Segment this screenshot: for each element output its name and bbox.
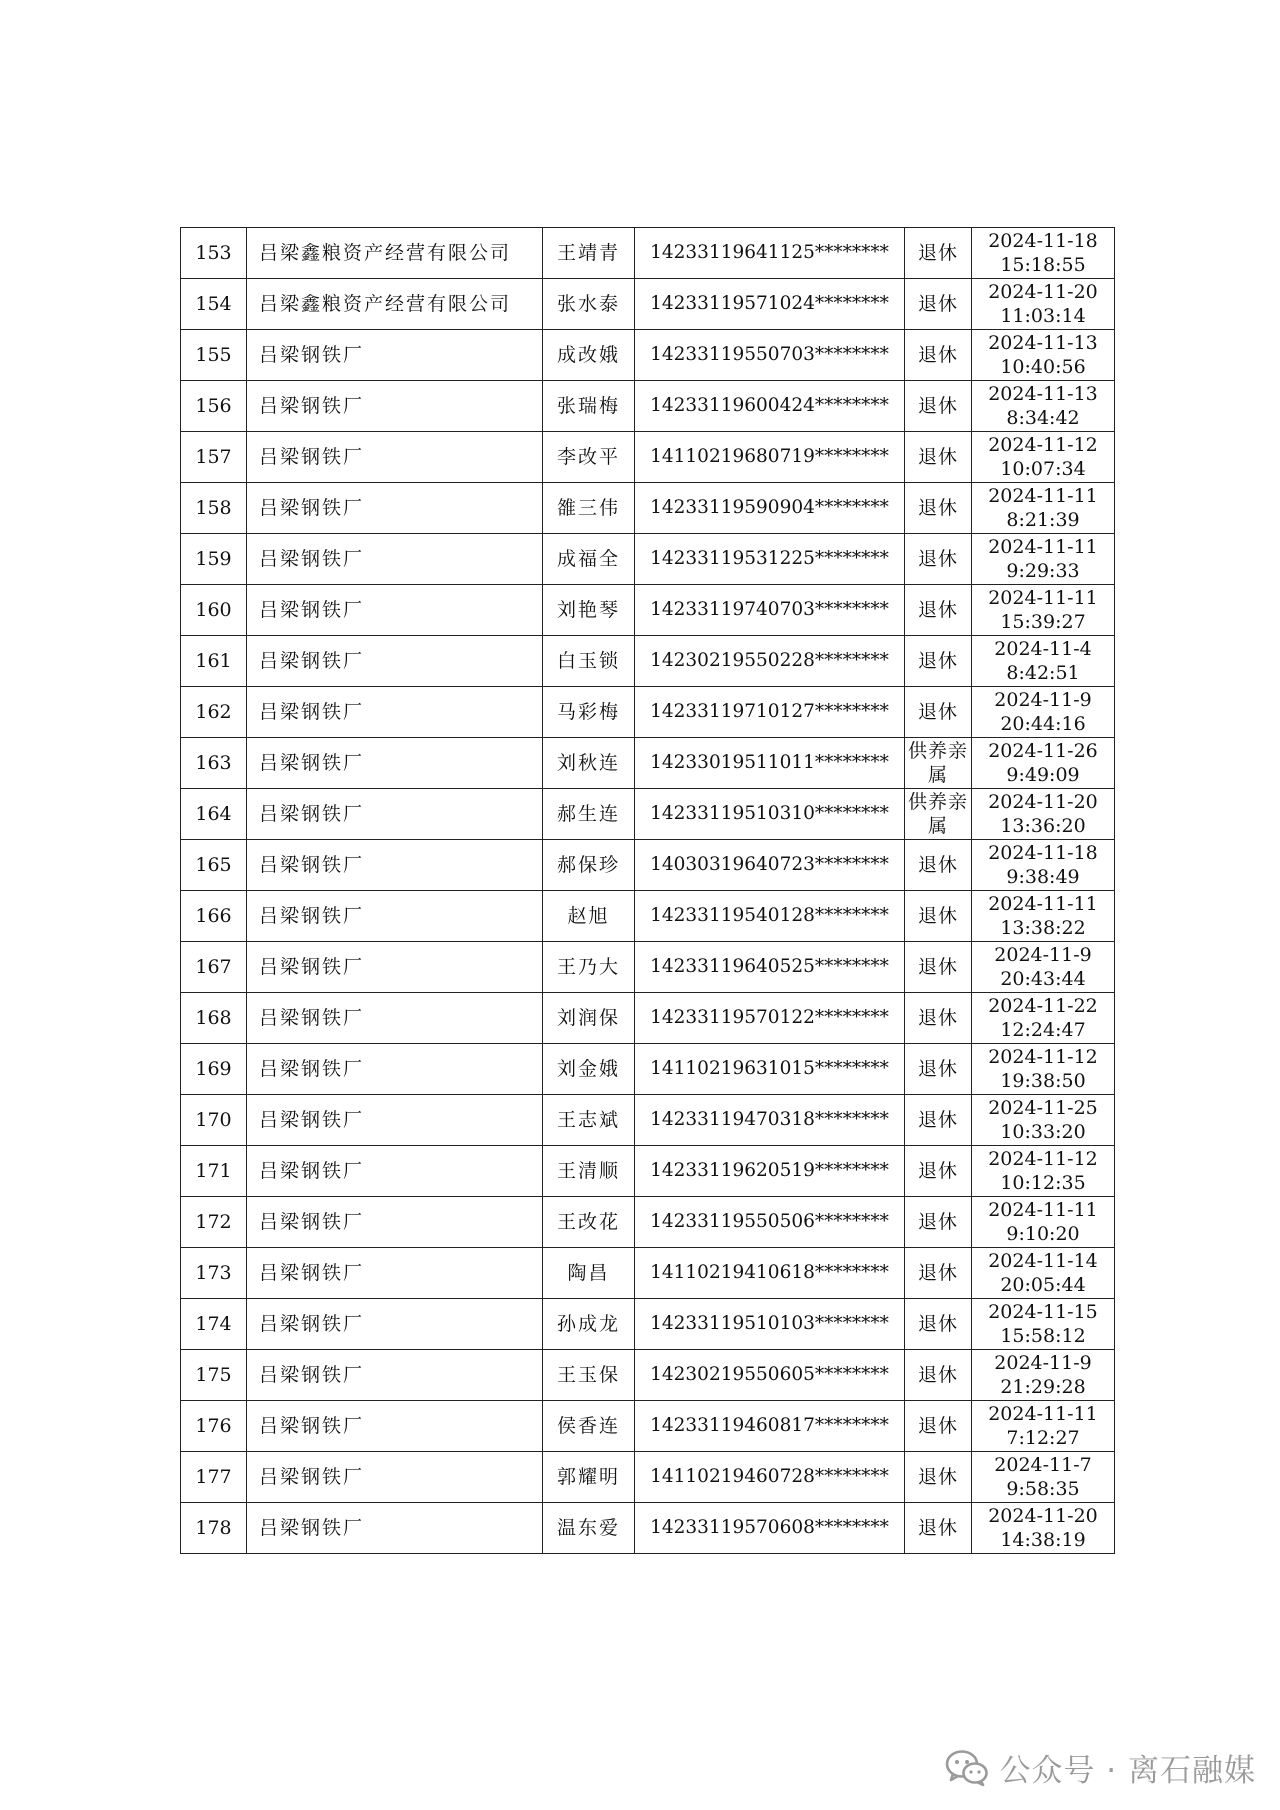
company-cell: 吕梁钢铁厂	[247, 840, 543, 891]
company-cell: 吕梁钢铁厂	[247, 1146, 543, 1197]
company-cell: 吕梁钢铁厂	[247, 993, 543, 1044]
table-row	[181, 381, 1115, 432]
timestamp-date: 2024-11-18	[988, 842, 1098, 864]
timestamp-time: 15:18:55	[1000, 254, 1086, 276]
company-cell: 吕梁钢铁厂	[247, 1095, 543, 1146]
row-index-cell: 160	[181, 585, 247, 636]
status-cell: 退休	[905, 687, 972, 738]
status-cell: 退休	[905, 1299, 972, 1350]
timestamp-cell	[972, 942, 1115, 993]
company-cell: 吕梁钢铁厂	[247, 483, 543, 534]
row-index-cell: 171	[181, 1146, 247, 1197]
timestamp-cell	[972, 381, 1115, 432]
timestamp-time: 9:29:33	[1006, 560, 1080, 582]
row-index-cell: 163	[181, 738, 247, 789]
status-cell: 供养亲属	[905, 789, 972, 840]
id-number-cell: 14233119570608********	[635, 1503, 905, 1554]
table-row	[181, 483, 1115, 534]
timestamp-time: 8:42:51	[1006, 662, 1080, 684]
table-row	[181, 942, 1115, 993]
company-cell: 吕梁钢铁厂	[247, 1299, 543, 1350]
company-cell: 吕梁钢铁厂	[247, 1197, 543, 1248]
company-cell: 吕梁钢铁厂	[247, 1401, 543, 1452]
timestamp-cell	[972, 636, 1115, 687]
name-cell: 白玉锁	[543, 636, 635, 687]
name-cell: 郭耀明	[543, 1452, 635, 1503]
table-row	[181, 993, 1115, 1044]
company-cell: 吕梁钢铁厂	[247, 1350, 543, 1401]
timestamp-time: 9:58:35	[1006, 1478, 1080, 1500]
name-cell: 李改平	[543, 432, 635, 483]
timestamp-time: 8:21:39	[1006, 509, 1080, 531]
timestamp-date: 2024-11-12	[988, 1046, 1098, 1068]
company-cell: 吕梁钢铁厂	[247, 1503, 543, 1554]
timestamp-time: 15:39:27	[1000, 611, 1086, 633]
name-cell: 刘艳琴	[543, 585, 635, 636]
table-row	[181, 636, 1115, 687]
row-index-cell: 157	[181, 432, 247, 483]
company-cell: 吕梁钢铁厂	[247, 789, 543, 840]
row-index-cell: 175	[181, 1350, 247, 1401]
company-cell: 吕梁钢铁厂	[247, 738, 543, 789]
id-number-cell: 14233119710127********	[635, 687, 905, 738]
company-cell: 吕梁钢铁厂	[247, 891, 543, 942]
name-cell: 王志斌	[543, 1095, 635, 1146]
id-number-cell: 14230219550228********	[635, 636, 905, 687]
timestamp-cell	[972, 993, 1115, 1044]
name-cell: 陶昌	[543, 1248, 635, 1299]
timestamp-date: 2024-11-20	[988, 1505, 1098, 1527]
company-cell: 吕梁钢铁厂	[247, 330, 543, 381]
timestamp-date: 2024-11-9	[994, 1352, 1092, 1374]
id-number-cell: 14233119590904********	[635, 483, 905, 534]
timestamp-cell	[972, 1503, 1115, 1554]
table-row	[181, 1452, 1115, 1503]
table-row	[181, 585, 1115, 636]
watermark-text: 公众号 · 离石融媒	[999, 1753, 1256, 1789]
timestamp-time: 10:33:20	[1000, 1121, 1086, 1143]
timestamp-date: 2024-11-25	[988, 1097, 1098, 1119]
timestamp-time: 8:34:42	[1006, 407, 1080, 429]
timestamp-date: 2024-11-12	[988, 434, 1098, 456]
timestamp-date: 2024-11-11	[988, 587, 1098, 609]
id-number-cell: 14233119540128********	[635, 891, 905, 942]
timestamp-date: 2024-11-9	[994, 944, 1092, 966]
timestamp-cell	[972, 789, 1115, 840]
timestamp-time: 10:40:56	[1000, 356, 1086, 378]
table-row	[181, 330, 1115, 381]
id-number-cell: 14110219680719********	[635, 432, 905, 483]
row-index-cell: 177	[181, 1452, 247, 1503]
company-cell: 吕梁钢铁厂	[247, 381, 543, 432]
table-row	[181, 738, 1115, 789]
status-cell: 退休	[905, 1095, 972, 1146]
timestamp-time: 9:10:20	[1006, 1223, 1080, 1245]
timestamp-date: 2024-11-12	[988, 1148, 1098, 1170]
timestamp-time: 10:12:35	[1000, 1172, 1086, 1194]
name-cell: 王玉保	[543, 1350, 635, 1401]
table-row	[181, 1401, 1115, 1452]
table-row	[181, 1350, 1115, 1401]
table-row	[181, 228, 1115, 279]
row-index-cell: 161	[181, 636, 247, 687]
id-number-cell: 14233119470318********	[635, 1095, 905, 1146]
name-cell: 王靖青	[543, 228, 635, 279]
company-cell: 吕梁钢铁厂	[247, 1044, 543, 1095]
company-cell: 吕梁钢铁厂	[247, 432, 543, 483]
timestamp-cell	[972, 840, 1115, 891]
name-cell: 郝生连	[543, 789, 635, 840]
timestamp-time: 13:36:20	[1000, 815, 1086, 837]
id-number-cell: 14110219631015********	[635, 1044, 905, 1095]
name-cell: 赵旭	[543, 891, 635, 942]
name-cell: 刘润保	[543, 993, 635, 1044]
status-cell: 退休	[905, 1146, 972, 1197]
timestamp-time: 11:03:14	[1000, 305, 1086, 327]
company-cell: 吕梁鑫粮资产经营有限公司	[247, 279, 543, 330]
timestamp-time: 12:24:47	[1000, 1019, 1086, 1041]
status-cell: 退休	[905, 585, 972, 636]
timestamp-time: 10:07:34	[1000, 458, 1086, 480]
table-row	[181, 789, 1115, 840]
id-number-cell: 14110219460728********	[635, 1452, 905, 1503]
row-index-cell: 178	[181, 1503, 247, 1554]
company-cell: 吕梁钢铁厂	[247, 585, 543, 636]
table-row	[181, 1044, 1115, 1095]
timestamp-date: 2024-11-13	[988, 332, 1098, 354]
id-number-cell: 14233119460817********	[635, 1401, 905, 1452]
timestamp-cell	[972, 1044, 1115, 1095]
id-number-cell: 14233119510103********	[635, 1299, 905, 1350]
table-row	[181, 1095, 1115, 1146]
status-cell: 退休	[905, 1044, 972, 1095]
timestamp-cell	[972, 1095, 1115, 1146]
timestamp-time: 14:38:19	[1000, 1529, 1086, 1551]
status-cell: 退休	[905, 636, 972, 687]
row-index-cell: 165	[181, 840, 247, 891]
name-cell: 成福全	[543, 534, 635, 585]
timestamp-time: 20:43:44	[1000, 968, 1086, 990]
timestamp-date: 2024-11-4	[994, 638, 1092, 660]
company-cell: 吕梁钢铁厂	[247, 1452, 543, 1503]
timestamp-date: 2024-11-13	[988, 383, 1098, 405]
name-cell: 刘秋连	[543, 738, 635, 789]
status-cell: 退休	[905, 1452, 972, 1503]
records-table	[180, 227, 1115, 1554]
name-cell: 成改娥	[543, 330, 635, 381]
status-cell: 供养亲属	[905, 738, 972, 789]
timestamp-cell	[972, 585, 1115, 636]
id-number-cell: 14233119510310********	[635, 789, 905, 840]
name-cell: 马彩梅	[543, 687, 635, 738]
row-index-cell: 162	[181, 687, 247, 738]
id-number-cell: 14233119570122********	[635, 993, 905, 1044]
timestamp-time: 21:29:28	[1000, 1376, 1086, 1398]
name-cell: 侯香连	[543, 1401, 635, 1452]
timestamp-cell	[972, 1146, 1115, 1197]
company-cell: 吕梁钢铁厂	[247, 942, 543, 993]
status-cell: 退休	[905, 534, 972, 585]
row-index-cell: 164	[181, 789, 247, 840]
timestamp-date: 2024-11-7	[994, 1454, 1092, 1476]
timestamp-time: 20:05:44	[1000, 1274, 1086, 1296]
company-cell: 吕梁钢铁厂	[247, 687, 543, 738]
name-cell: 温东爱	[543, 1503, 635, 1554]
status-cell: 退休	[905, 1350, 972, 1401]
timestamp-cell	[972, 1248, 1115, 1299]
records-table-body	[181, 228, 1115, 1554]
status-cell: 退休	[905, 1197, 972, 1248]
timestamp-cell	[972, 534, 1115, 585]
name-cell: 孙成龙	[543, 1299, 635, 1350]
timestamp-date: 2024-11-18	[988, 230, 1098, 252]
row-index-cell: 168	[181, 993, 247, 1044]
status-cell: 退休	[905, 993, 972, 1044]
status-cell: 退休	[905, 1401, 972, 1452]
status-cell: 退休	[905, 840, 972, 891]
id-number-cell: 14233119531225********	[635, 534, 905, 585]
name-cell: 王清顺	[543, 1146, 635, 1197]
table-row	[181, 1248, 1115, 1299]
timestamp-date: 2024-11-22	[988, 995, 1098, 1017]
id-number-cell: 14233119550506********	[635, 1197, 905, 1248]
timestamp-cell	[972, 1299, 1115, 1350]
timestamp-cell	[972, 1401, 1115, 1452]
row-index-cell: 173	[181, 1248, 247, 1299]
id-number-cell: 14233119600424********	[635, 381, 905, 432]
id-number-cell: 14230219550605********	[635, 1350, 905, 1401]
status-cell: 退休	[905, 279, 972, 330]
row-index-cell: 170	[181, 1095, 247, 1146]
row-index-cell: 172	[181, 1197, 247, 1248]
wechat-icon	[945, 1749, 989, 1787]
status-cell: 退休	[905, 381, 972, 432]
timestamp-date: 2024-11-20	[988, 281, 1098, 303]
id-number-cell: 14233119640525********	[635, 942, 905, 993]
status-cell: 退休	[905, 432, 972, 483]
status-cell: 退休	[905, 1503, 972, 1554]
table-row	[181, 687, 1115, 738]
company-cell: 吕梁鑫粮资产经营有限公司	[247, 228, 543, 279]
timestamp-time: 19:38:50	[1000, 1070, 1086, 1092]
name-cell: 郝保珍	[543, 840, 635, 891]
timestamp-date: 2024-11-11	[988, 1199, 1098, 1221]
name-cell: 雒三伟	[543, 483, 635, 534]
timestamp-date: 2024-11-14	[988, 1250, 1098, 1272]
name-cell: 张瑞梅	[543, 381, 635, 432]
timestamp-cell	[972, 483, 1115, 534]
table-row	[181, 891, 1115, 942]
timestamp-time: 9:49:09	[1006, 764, 1080, 786]
timestamp-date: 2024-11-9	[994, 689, 1092, 711]
row-index-cell: 176	[181, 1401, 247, 1452]
name-cell: 王改花	[543, 1197, 635, 1248]
table-row	[181, 1197, 1115, 1248]
id-number-cell: 14233119740703********	[635, 585, 905, 636]
status-cell: 退休	[905, 1248, 972, 1299]
id-number-cell: 14233119550703********	[635, 330, 905, 381]
id-number-cell: 14233119571024********	[635, 279, 905, 330]
row-index-cell: 166	[181, 891, 247, 942]
row-index-cell: 174	[181, 1299, 247, 1350]
id-number-cell: 14233119620519********	[635, 1146, 905, 1197]
company-cell: 吕梁钢铁厂	[247, 534, 543, 585]
company-cell: 吕梁钢铁厂	[247, 1248, 543, 1299]
timestamp-time: 15:58:12	[1000, 1325, 1086, 1347]
timestamp-time: 13:38:22	[1000, 917, 1086, 939]
timestamp-cell	[972, 228, 1115, 279]
timestamp-date: 2024-11-11	[988, 536, 1098, 558]
timestamp-date: 2024-11-11	[988, 893, 1098, 915]
timestamp-cell	[972, 1350, 1115, 1401]
status-cell: 退休	[905, 228, 972, 279]
timestamp-cell	[972, 279, 1115, 330]
row-index-cell: 155	[181, 330, 247, 381]
name-cell: 王乃大	[543, 942, 635, 993]
id-number-cell: 14030319640723********	[635, 840, 905, 891]
company-cell: 吕梁钢铁厂	[247, 636, 543, 687]
id-number-cell: 14233019511011********	[635, 738, 905, 789]
row-index-cell: 156	[181, 381, 247, 432]
table-row	[181, 840, 1115, 891]
timestamp-time: 7:12:27	[1006, 1427, 1080, 1449]
name-cell: 刘金娥	[543, 1044, 635, 1095]
timestamp-time: 20:44:16	[1000, 713, 1086, 735]
timestamp-cell	[972, 1452, 1115, 1503]
table-row	[181, 1299, 1115, 1350]
status-cell: 退休	[905, 483, 972, 534]
table-row	[181, 1146, 1115, 1197]
id-number-cell: 14233119641125********	[635, 228, 905, 279]
timestamp-cell	[972, 687, 1115, 738]
row-index-cell: 167	[181, 942, 247, 993]
row-index-cell: 153	[181, 228, 247, 279]
name-cell: 张水泰	[543, 279, 635, 330]
row-index-cell: 159	[181, 534, 247, 585]
watermark	[945, 1745, 1256, 1790]
timestamp-time: 9:38:49	[1006, 866, 1080, 888]
timestamp-date: 2024-11-15	[988, 1301, 1098, 1323]
timestamp-cell	[972, 432, 1115, 483]
status-cell: 退休	[905, 330, 972, 381]
timestamp-date: 2024-11-26	[988, 740, 1098, 762]
row-index-cell: 154	[181, 279, 247, 330]
id-number-cell: 14110219410618********	[635, 1248, 905, 1299]
row-index-cell: 169	[181, 1044, 247, 1095]
timestamp-cell	[972, 891, 1115, 942]
table-row	[181, 279, 1115, 330]
timestamp-date: 2024-11-11	[988, 1403, 1098, 1425]
status-cell: 退休	[905, 942, 972, 993]
table-row	[181, 432, 1115, 483]
table-row	[181, 1503, 1115, 1554]
timestamp-date: 2024-11-20	[988, 791, 1098, 813]
timestamp-date: 2024-11-11	[988, 485, 1098, 507]
status-cell: 退休	[905, 891, 972, 942]
timestamp-cell	[972, 330, 1115, 381]
timestamp-cell	[972, 1197, 1115, 1248]
timestamp-cell	[972, 738, 1115, 789]
table-row	[181, 534, 1115, 585]
row-index-cell: 158	[181, 483, 247, 534]
